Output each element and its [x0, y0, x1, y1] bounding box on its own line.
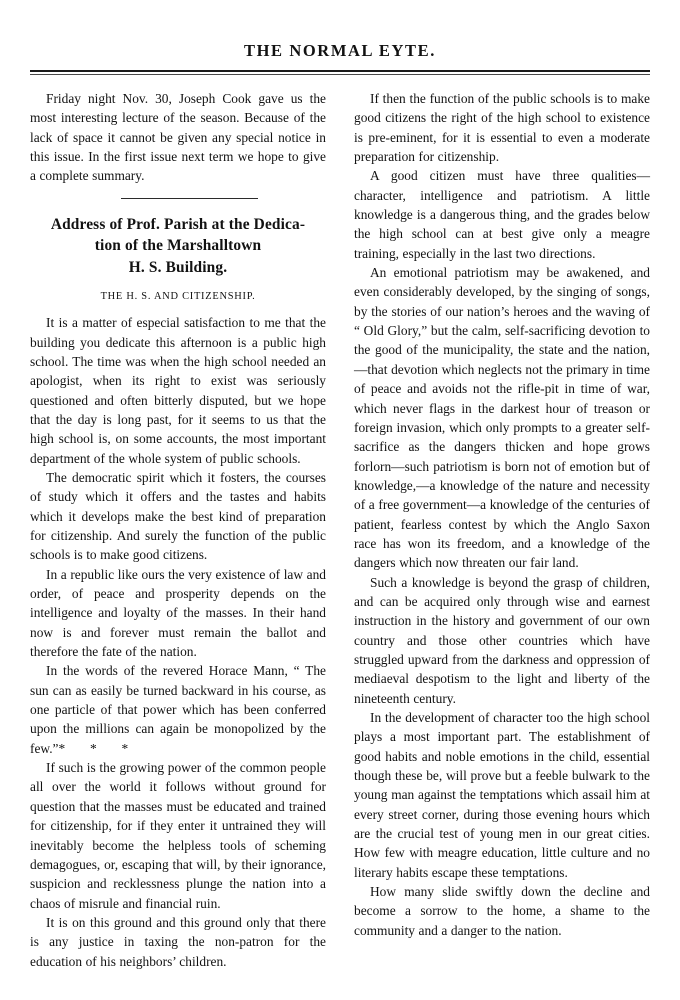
- headline-line-3: H. S. Building.: [128, 258, 228, 276]
- two-column-body: [30, 89, 650, 971]
- page-title: THE NORMAL EYTE.: [243, 41, 436, 60]
- paragraph: If then the function of the public schools is to make good citizens the right of the high school to existence is pre-eminent, for it is essential to even a moderate preparation for citizenship.: [354, 91, 650, 165]
- paragraph: In a republic like ours the very existence of law and order, of peace and prosperity depends on the intelligence and loyalty of the masses. In their hand now is and forever must remain the ballot and therefore the fate of the nation.: [30, 566, 326, 660]
- headline-line-1: Address of Prof. Parish at the Dedica-: [50, 215, 306, 233]
- paragraph-horace-mann-quote: [30, 661, 326, 758]
- paragraph: In the development of character too the high school plays a most important part. The establishment of good habits and noble emotions in the child, essential though these be, will prove but a feeble bulwark to the young man against the temptations which assail him at every street corner, during those evening hours which are the crucial test of young men in our great cities. How few with meagre education, little culture and no literary habits escape these temptations.: [354, 710, 650, 880]
- asterisk-break: * * *: [58, 740, 129, 756]
- paragraph: Such a knowledge is beyond the grasp of children, and can be acquired only through wise and earnest instruction in the history and government of our own country and those other countries which have struggled upward from the darkness and oppression of mediaeval despotism to the light and liberty of the nineteenth century.: [354, 574, 650, 706]
- paragraph-text: In the words of the revered Horace Mann, “ The sun can as easily be turned backward in his course, as one particle of that power which has been conferred upon the millions can again be monopolized by the few.”: [30, 663, 326, 756]
- divider-rule: [121, 198, 258, 199]
- article-subhead: THE H. S. AND CITIZENSHIP.: [100, 291, 256, 303]
- left-column: [30, 89, 326, 971]
- masthead-divider: [30, 70, 650, 75]
- headline-line-2: tion of the Marshalltown: [94, 237, 262, 255]
- paragraph: A good citizen must have three qualities—character, intelligence and patriotism. A little knowledge is a dangerous thing, and the grades below the high school can at best give only a meagre training, especially in the last two directions.: [354, 168, 650, 261]
- right-column: [354, 89, 650, 971]
- article-headline: [30, 214, 326, 279]
- paragraph: The democratic spirit which it fosters, the courses of study which it offers and the tastes and habits which it develops make the best kind of preparation for citizenship. And surely the function of the public schools is to make good citizens.: [30, 469, 326, 563]
- paragraph: It is on this ground and this ground only that there is any justice in taxing the non-patron for the education of his neighbors’ children.: [30, 914, 326, 969]
- section-divider: [30, 186, 326, 212]
- lead-paragraph: Friday night Nov. 30, Joseph Cook gave us the most interesting lecture of the season. Because of the lack of space it cannot be given any special notice in this issue. In the first issue next term we hope to give a complete summary.: [30, 91, 326, 184]
- paragraph: It is a matter of especial satisfaction to me that the building you dedicate this afternoon is a public high school. The time was when the high school needed an apologist, when its right to exist was seriously questioned and often bitterly disputed, but we hope that the day is long past, for it seems to us that the high school is, on some accounts, the most important department of the whole system of public schools.: [30, 315, 326, 466]
- paragraph: An emotional patriotism may be awakened, and even considerably developed, by the singing of songs, by the stories of our nation’s heroes and the waving of “ Old Glory,” but the calm, self-sacrificing devotion to the good of the municipality, the state and the nation,—that devotion which neglects not the primary in time of peace and avoids not the rifle-pit in time of war, which never flags in the darkest hour of treason or foreign invasion, which only prompts to a greater self-sacrifice as the dangers thicken and hope grows forlorn—such patriotism is born not of emotion but of knowledge,—a knowledge of the nature and necessity of a free government—a knowledge of the centuries of patient, fearless contest by which the Anglo Saxon race has won its freedom, and a knowledge of the dangers which now threaten our fair land.: [354, 265, 650, 571]
- paragraph: How many slide swiftly down the decline and become a sorrow to the home, a shame to the community and a danger to the nation.: [354, 884, 650, 938]
- masthead: [30, 0, 650, 61]
- paragraph: If such is the growing power of the common people all over the world it follows without ground for question that the masses must be educated and trained for citizenship, for if they enter it untrained they will inevitably become the helpless tools of scheming demagogues, or, escaping that will, by their ignorance, suspicion and recklessness plunge the nation into a chaos of misrule and financial ruin.: [30, 760, 326, 911]
